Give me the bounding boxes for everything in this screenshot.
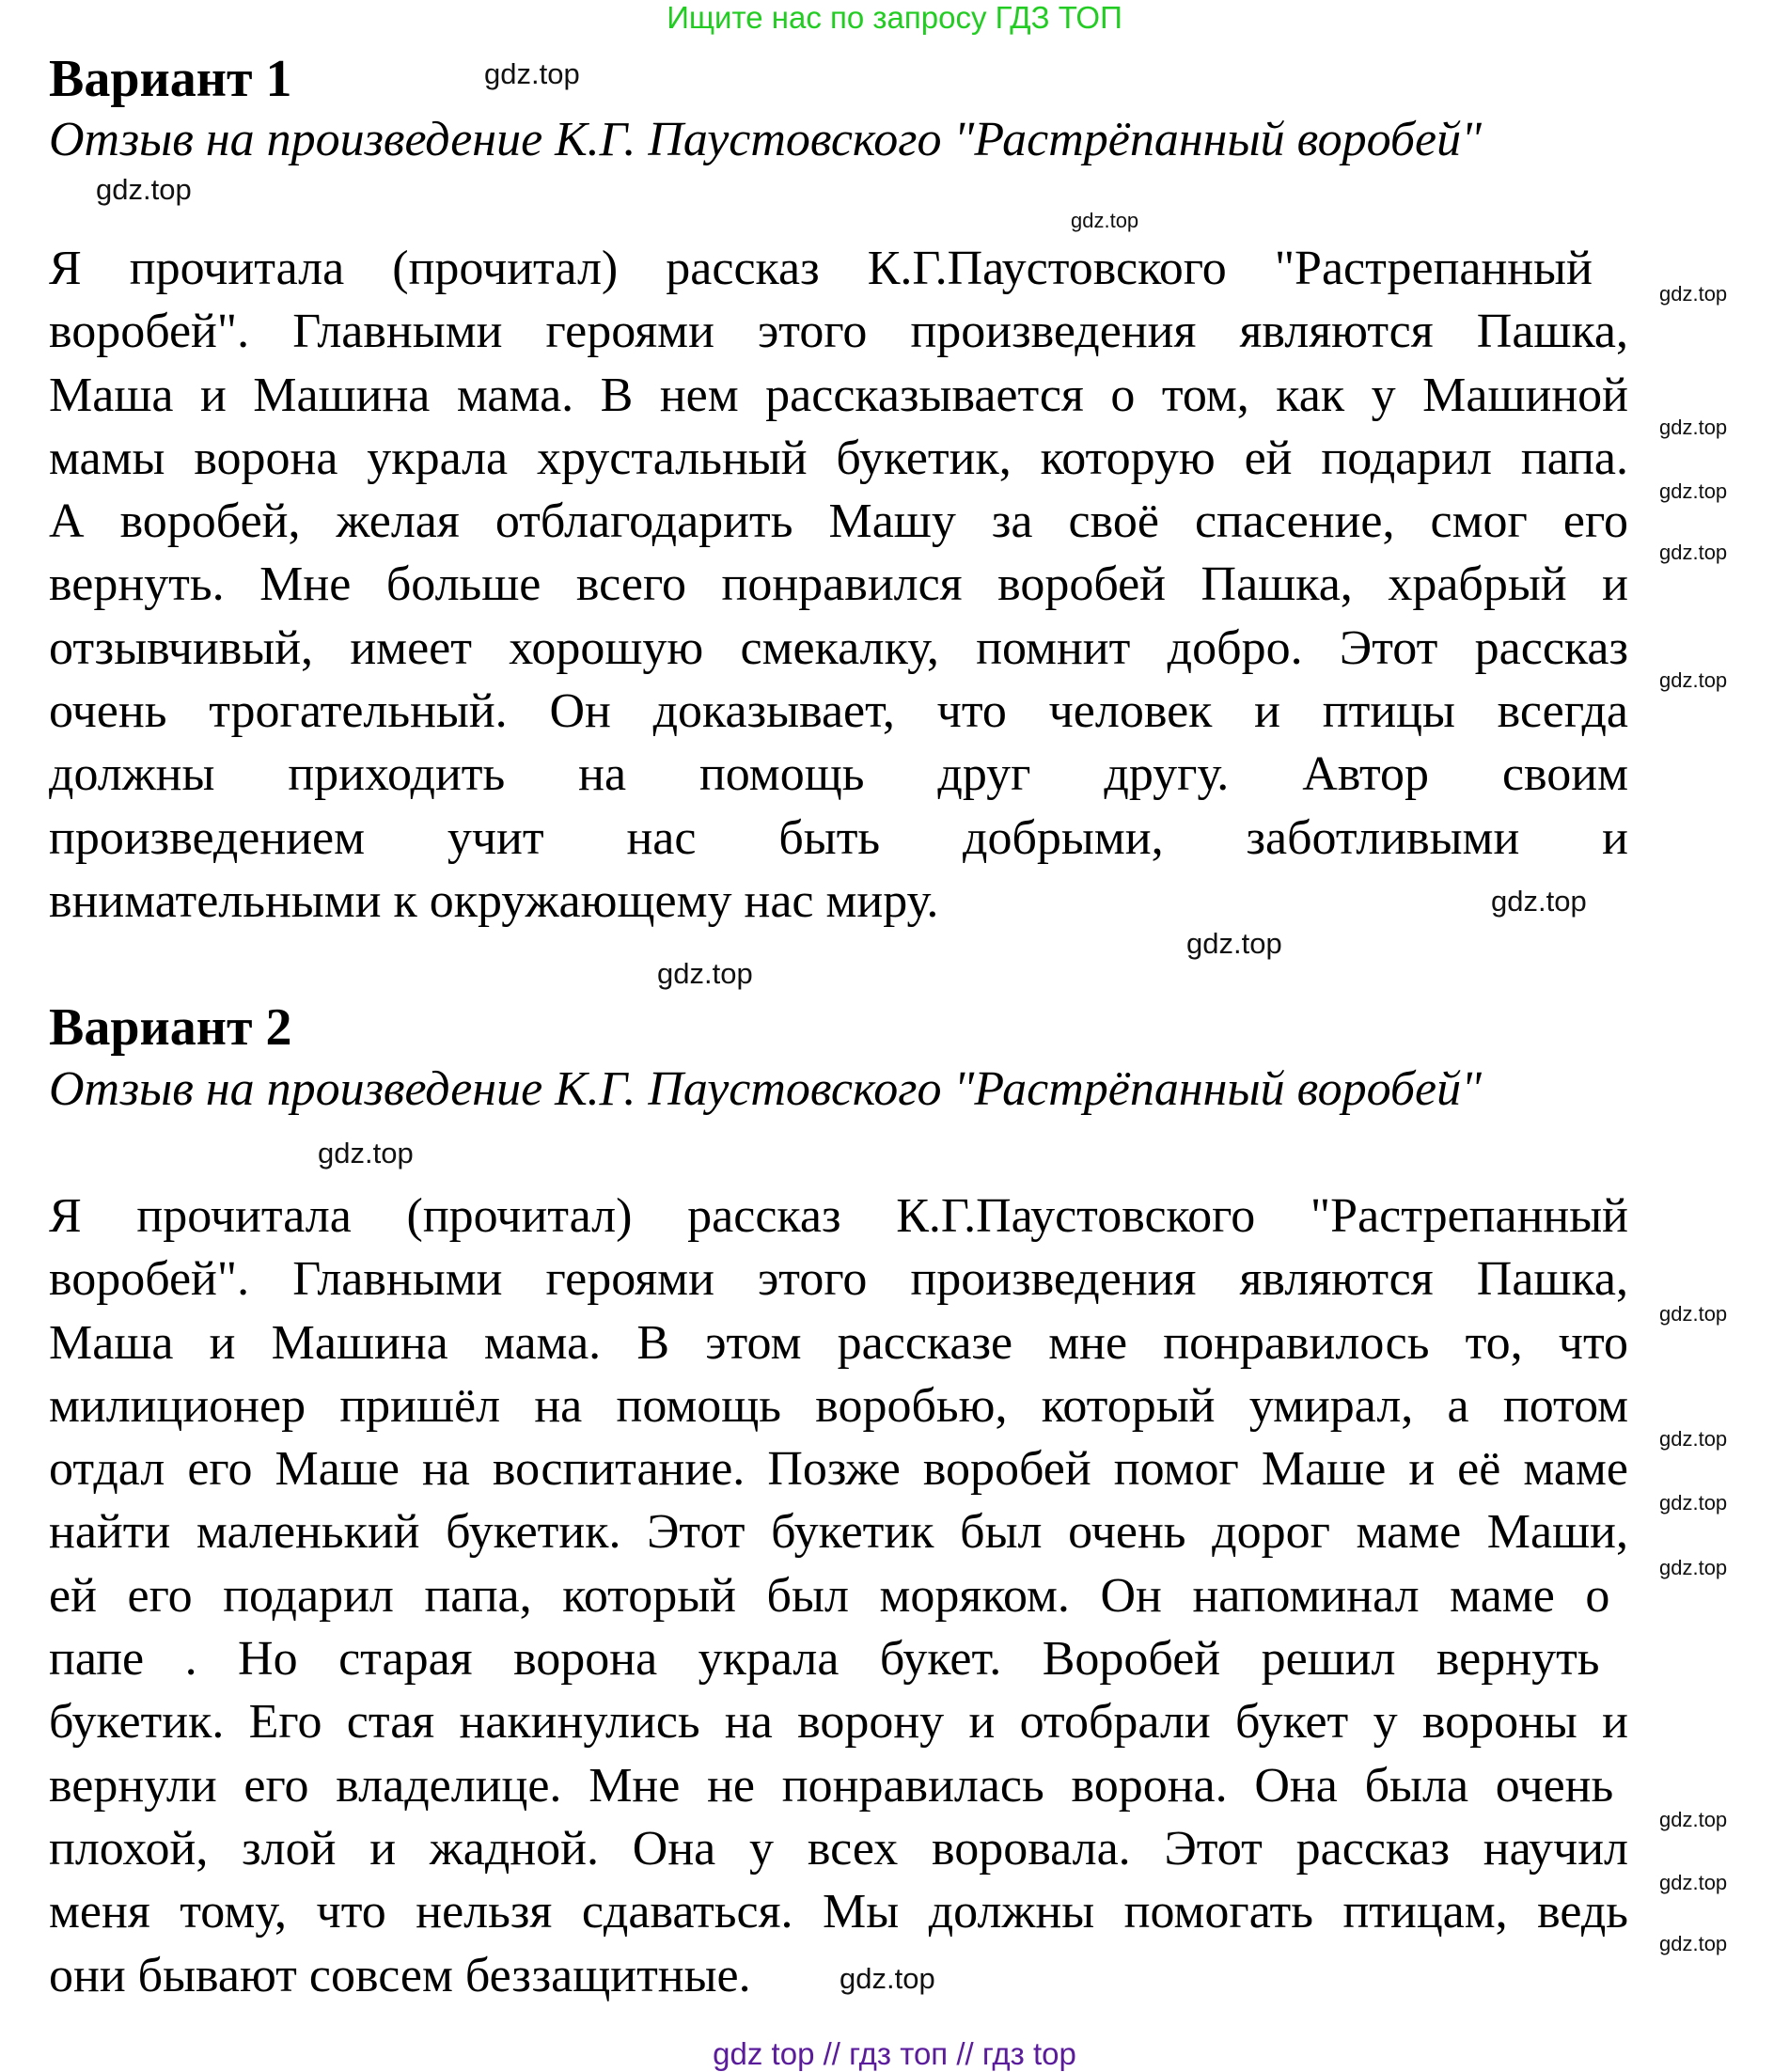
watermark: gdz.top	[1186, 927, 1282, 960]
text-line: милиционер пришёл на помощь воробью, который умирал, а потом	[49, 1378, 1628, 1433]
watermark: gdz.top	[1659, 1491, 1728, 1515]
watermark: gdz.top	[1659, 282, 1728, 306]
watermark: gdz.top	[1659, 541, 1728, 564]
watermark: gdz.top	[1659, 1871, 1728, 1894]
text-line: мамы ворона украла хрустальный букетик, которую ей подарил папа.	[49, 431, 1628, 485]
top-banner: Ищите нас по запросу ГДЗ ТОП	[667, 0, 1122, 35]
variant-1-heading: Вариант 1	[49, 50, 292, 108]
watermark: gdz.top	[484, 57, 580, 90]
watermark: gdz.top	[318, 1137, 414, 1169]
text-line: они бывают совсем беззащитные.	[49, 1948, 751, 2002]
variant-2-heading: Вариант 2	[49, 998, 292, 1057]
text-line: плохой, злой и жадной. Она у всех воровала. Этот рассказ научил	[49, 1821, 1628, 1876]
watermark: gdz.top	[840, 1962, 935, 1995]
text-line: Маша и Машина мама. В нем рассказывается о том, как у Машиной	[49, 368, 1628, 422]
text-line: букетик. Его стая накинулись на ворону и отобрали букет у вороны и	[49, 1695, 1628, 1750]
watermark: gdz.top	[1659, 1302, 1728, 1326]
watermark: gdz.top	[1659, 479, 1728, 503]
text-line: произведением учит нас быть добрыми, заботливыми и	[49, 810, 1628, 865]
text-line: найти маленький букетик. Этот букетик был очень дорог маме Маши,	[49, 1505, 1628, 1560]
footer-links: gdz top // гдз топ // гдз top	[713, 2036, 1076, 2071]
watermark: gdz.top	[96, 173, 192, 206]
watermark: gdz.top	[1659, 1556, 1728, 1579]
variant-2-body	[49, 1185, 1628, 2007]
watermark: gdz.top	[1659, 668, 1728, 692]
text-line: Маша и Машина мама. В этом рассказе мне понравилось то, что	[49, 1315, 1628, 1370]
text-line: Я прочитала (прочитал) рассказ К.Г.Паустовского "Растрепанный	[49, 1189, 1628, 1243]
text-line: очень трогательный. Он доказывает, что человек и птицы всегда	[49, 684, 1628, 739]
watermark: gdz.top	[1071, 209, 1139, 232]
text-line: ей его подарил папа, который был моряком. Он напоминал маме о	[49, 1568, 1610, 1623]
text-line: воробей". Главными героями этого произведения являются Пашка,	[49, 1252, 1628, 1307]
text-line: А воробей, желая отблагодарить Машу за своё спасение, смог его	[49, 494, 1628, 549]
variant-1-body	[49, 237, 1628, 933]
watermark: gdz.top	[657, 957, 753, 990]
watermark: gdz.top	[1491, 885, 1587, 918]
text-line: должны приходить на помощь друг другу. Автор своим	[49, 747, 1628, 802]
variant-1-subtitle: Отзыв на произведение К.Г. Паустовского "Растрёпанный воробей"	[49, 113, 1482, 166]
text-line: вернули его владелице. Мне не понравилась ворона. Она была очень	[49, 1758, 1614, 1813]
text-line: вернуть. Мне больше всего понравился воробей Пашка, храбрый и	[49, 557, 1628, 612]
watermark: gdz.top	[1659, 1932, 1728, 1955]
watermark: gdz.top	[1659, 1808, 1728, 1831]
text-line: меня тому, что нельзя сдаваться. Мы должны помогать птицам, ведь	[49, 1885, 1628, 1939]
text-line: отдал его Маше на воспитание. Позже воробей помог Маше и её маме	[49, 1442, 1628, 1497]
text-line: воробей". Главными героями этого произведения являются Пашка,	[49, 305, 1628, 359]
watermark: gdz.top	[1659, 1427, 1728, 1451]
text-line: внимательными к окружающему нас миру.	[49, 873, 939, 928]
text-line: папе . Но старая ворона украла букет. Воробей решил вернуть	[49, 1632, 1600, 1687]
watermark: gdz.top	[1659, 416, 1728, 439]
variant-2-subtitle: Отзыв на произведение К.Г. Паустовского "Растрёпанный воробей"	[49, 1062, 1482, 1116]
text-line: Я прочитала (прочитал) рассказ К.Г.Паустовского "Растрепанный	[49, 242, 1593, 295]
text-line: отзывчивый, имеет хорошую смекалку, помнит добро. Этот рассказ	[49, 620, 1628, 675]
